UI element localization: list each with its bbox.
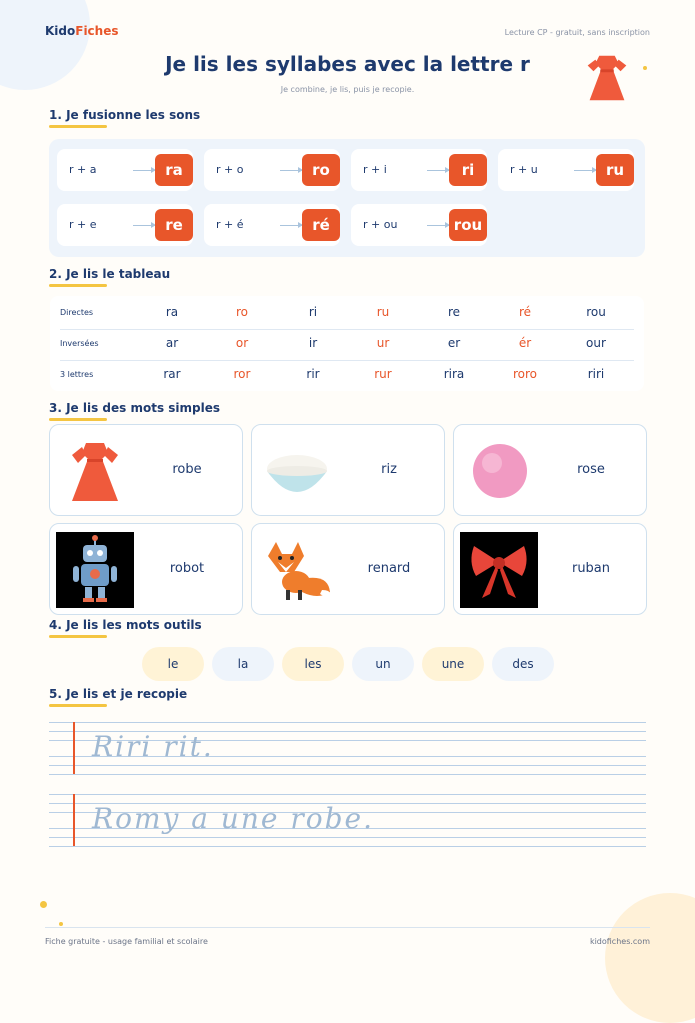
table-cell: roro [512,367,538,381]
fusion-card [57,149,193,191]
table-cell: ar [165,336,179,350]
ruled-line [49,765,646,766]
syllable-table [50,296,644,391]
fusion-left: r + o [216,163,244,176]
fusion-result: ro [302,154,340,186]
table-cell: ri [308,305,318,319]
section-title-tool-words: 4. Je lis les mots outils [49,618,202,632]
ruled-line [49,837,646,838]
table-cell: rou [586,305,606,319]
brand-part-1: Kido [45,24,76,38]
tool-word-pill: la [212,647,274,681]
table-cell: ru [376,305,390,319]
fusion-left: r + ou [363,218,398,231]
arrow-right-icon [133,170,155,171]
ruled-line [49,794,646,795]
arrow-right-icon [427,170,449,171]
word-label: robot [169,561,205,576]
word-label: ruban [571,561,611,576]
fusion-result: ri [449,154,487,186]
word-card [453,424,647,516]
fusion-left: r + u [510,163,538,176]
brand-part-2: Fiches [75,24,119,38]
fusion-result: ré [302,209,340,241]
fusion-card [204,149,340,191]
fusion-panel [49,139,645,257]
row-label: Directes [60,308,94,317]
table-cell: rur [374,367,392,381]
margin-line [73,794,75,846]
page-subtitle: Je combine, je lis, puis je recopie. [280,85,415,94]
model-sentence: Romy a une robe. [92,802,374,835]
section-title-words: 3. Je lis des mots simples [49,401,221,415]
table-row [60,298,634,330]
word-label: rose [577,462,605,477]
tool-word-pill: les [282,647,344,681]
robot-icon [56,532,134,608]
tool-word-pill: un [352,647,414,681]
table-cell: rir [306,367,320,381]
fusion-left: r + e [69,218,97,231]
table-cell: ir [308,336,318,350]
dress-icon [578,50,636,108]
word-card [49,424,243,516]
table-cell: re [447,305,461,319]
fusion-result: ra [155,154,193,186]
tagline: Lecture CP - gratuit, sans inscription [504,28,650,37]
fusion-result: ru [596,154,634,186]
fox-icon [258,532,336,608]
ruled-line [49,722,646,723]
page-title: Je lis les syllabes avec la lettre r [165,52,530,76]
table-cell: ér [518,336,532,350]
table-cell: rira [443,367,465,381]
ruled-line [49,774,646,775]
arrow-right-icon [133,225,155,226]
word-card [251,523,445,615]
table-cell: ré [518,305,532,319]
table-cell: ror [233,367,251,381]
fusion-card [498,149,634,191]
table-cell: our [586,336,606,350]
row-label: Inversées [60,339,99,348]
fusion-left: r + a [69,163,97,176]
model-sentence: Riri rit. [92,730,214,763]
table-cell: ro [235,305,248,319]
word-card [251,424,445,516]
arrow-right-icon [574,170,596,171]
section-title-table: 2. Je lis le tableau [49,267,171,281]
table-cell: ra [165,305,179,319]
tool-word-pill: une [422,647,484,681]
decor-dot [40,901,47,908]
fusion-left: r + é [216,218,244,231]
fusion-card [57,204,193,246]
section-title-copy: 5. Je lis et je recopie [49,687,188,701]
word-label: riz [381,462,397,477]
section-title-fusion: 1. Je fusionne les sons [49,108,201,122]
table-row [60,329,634,361]
table-cell: ur [376,336,390,350]
dress-icon [56,433,134,509]
fusion-result: rou [449,209,487,241]
fusion-left: r + i [363,163,387,176]
rice-bowl-icon [258,433,336,509]
arrow-right-icon [427,225,449,226]
table-cell: rar [163,367,181,381]
fusion-result: re [155,209,193,241]
margin-line [73,722,75,774]
arrow-right-icon [280,225,302,226]
ruled-line [49,846,646,847]
decor-blob-top-left [0,0,90,90]
fusion-card [351,204,487,246]
decor-blob-bottom-right [605,893,695,1023]
ribbon-icon [460,532,538,608]
table-row [60,360,634,391]
decor-dot [59,922,63,926]
footer-note: Fiche gratuite - usage familial et scolaire [45,937,208,946]
tool-word-pill: des [492,647,554,681]
brand-logo[interactable] [45,24,119,38]
footer-link[interactable]: kidofiches.com [589,937,650,946]
word-label: renard [367,561,411,576]
table-cell: riri [587,367,605,381]
table-cell: or [235,336,249,350]
fusion-card [351,149,487,191]
pink-ball-icon [460,433,538,509]
tool-word-pill: le [142,647,204,681]
footer-divider [45,927,650,928]
arrow-right-icon [280,170,302,171]
fusion-card [204,204,340,246]
row-label: 3 lettres [60,370,94,379]
word-label: robe [172,462,202,477]
word-card [453,523,647,615]
table-cell: er [447,336,461,350]
decor-dot [643,66,647,70]
word-card [49,523,243,615]
